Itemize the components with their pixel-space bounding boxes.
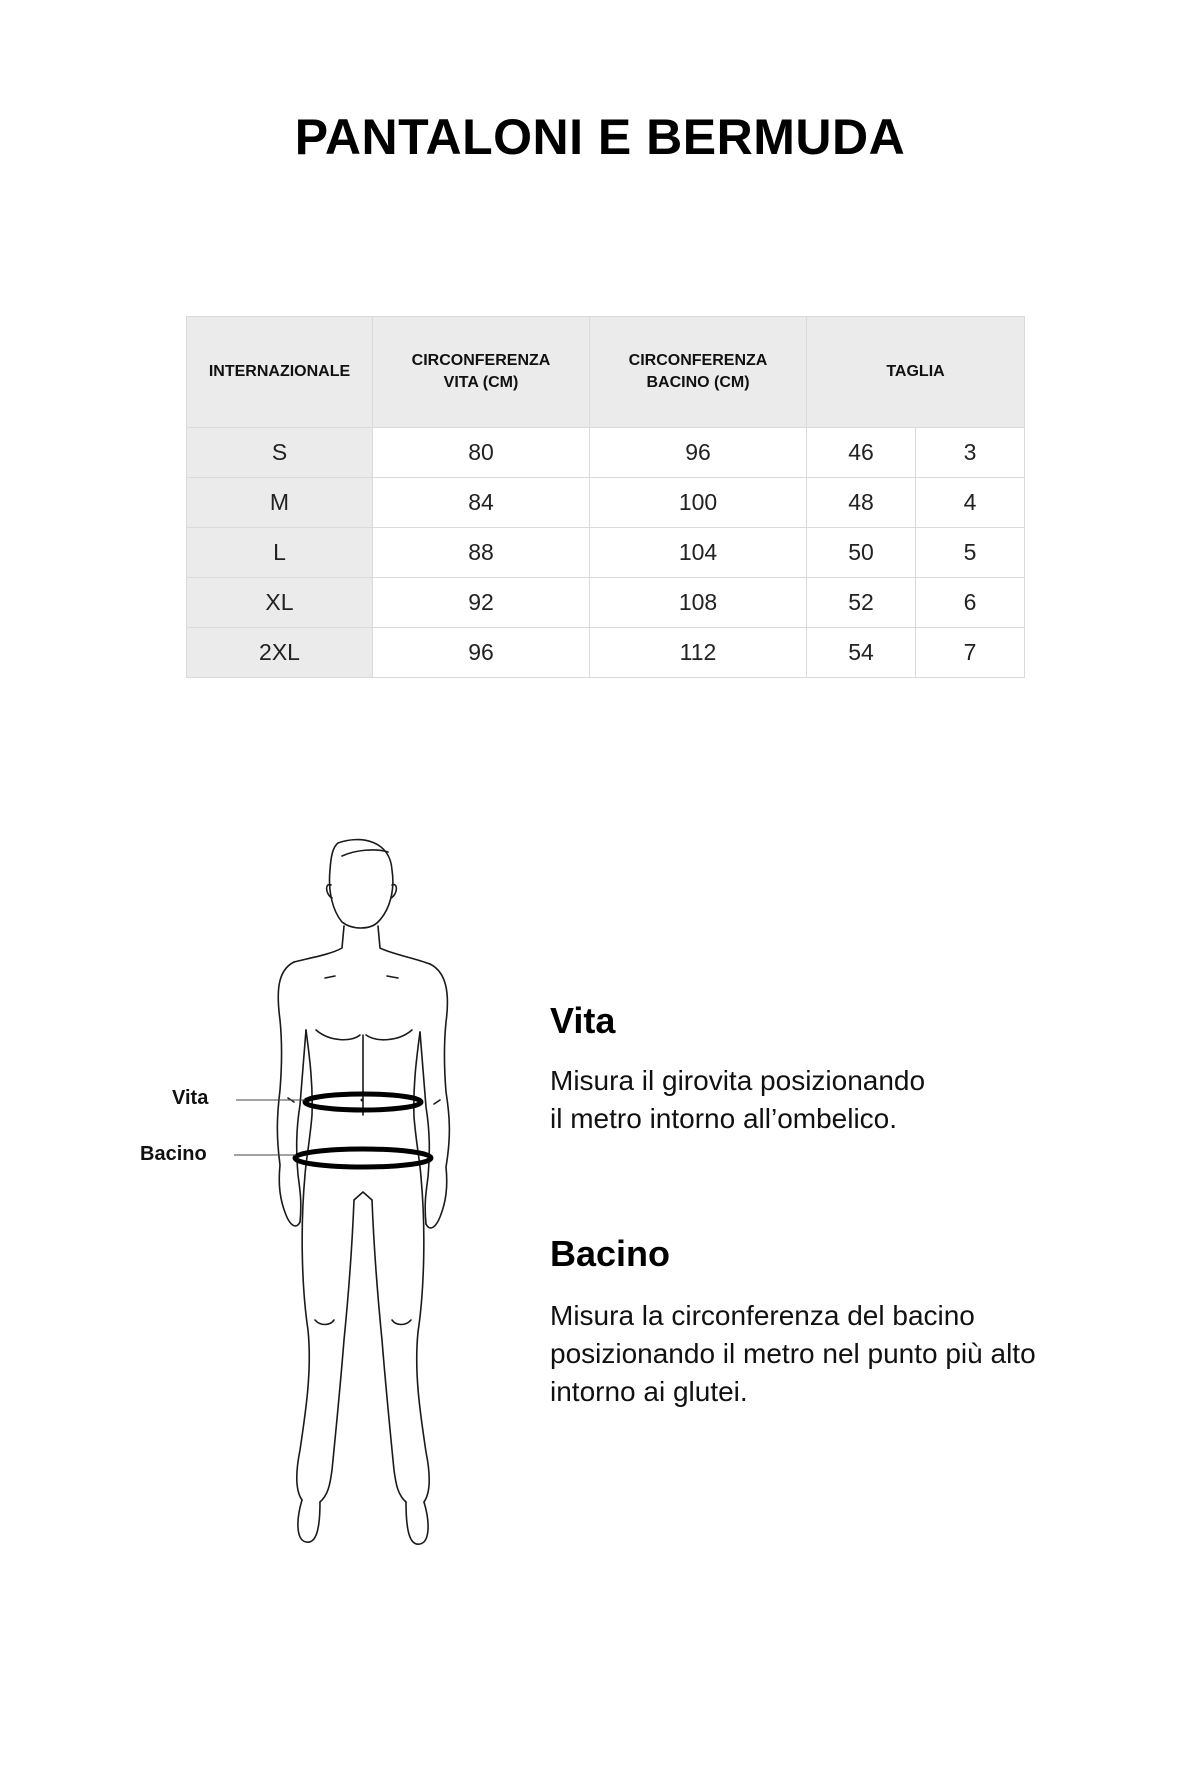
cell-size: L <box>187 528 373 578</box>
table-row <box>187 478 1025 528</box>
header-vita-line2: VITA (CM) <box>443 374 519 391</box>
table-header-row <box>187 317 1025 428</box>
table-row <box>187 528 1025 578</box>
section-desc-bacino-line1: Misura la circonferenza del bacino <box>550 1300 975 1331</box>
figure-label-bacino: Bacino <box>140 1143 207 1165</box>
cell-taglia-it: 54 <box>807 628 916 678</box>
cell-bacino: 108 <box>590 578 807 628</box>
cell-taglia-alt: 5 <box>916 528 1025 578</box>
header-internazionale-label: INTERNAZIONALE <box>208 363 351 380</box>
cell-vita: 96 <box>373 628 590 678</box>
cell-bacino: 96 <box>590 428 807 478</box>
section-title-vita: Vita <box>550 1000 616 1041</box>
cell-taglia-it: 52 <box>807 578 916 628</box>
page-title: PANTALONI E BERMUDA <box>294 109 906 165</box>
cell-size: M <box>187 478 373 528</box>
cell-taglia-alt: 6 <box>916 578 1025 628</box>
cell-vita: 80 <box>373 428 590 478</box>
cell-taglia-alt: 4 <box>916 478 1025 528</box>
body-measurement-figure <box>120 830 500 1590</box>
header-bacino-line2: BACINO (CM) <box>646 374 750 391</box>
cell-bacino: 100 <box>590 478 807 528</box>
header-vita-line1: CIRCONFERENZA <box>411 352 551 369</box>
section-desc-bacino-line3: intorno ai glutei. <box>550 1376 748 1407</box>
section-title-bacino: Bacino <box>550 1233 671 1274</box>
cell-vita: 84 <box>373 478 590 528</box>
cell-taglia-it: 48 <box>807 478 916 528</box>
header-taglia <box>807 317 1025 428</box>
cell-vita: 92 <box>373 578 590 628</box>
cell-size: XL <box>187 578 373 628</box>
section-desc-bacino <box>550 1297 1036 1411</box>
cell-size: S <box>187 428 373 478</box>
human-body-outline-icon <box>120 830 500 1590</box>
cell-bacino: 112 <box>590 628 807 678</box>
cell-bacino: 104 <box>590 528 807 578</box>
header-taglia-label: TAGLIA <box>886 363 945 380</box>
figure-label-vita: Vita <box>172 1087 209 1109</box>
cell-taglia-it: 46 <box>807 428 916 478</box>
header-internazionale <box>187 317 373 428</box>
cell-taglia-alt: 3 <box>916 428 1025 478</box>
section-desc-vita <box>550 1062 925 1138</box>
table-row <box>187 578 1025 628</box>
cell-taglia-alt: 7 <box>916 628 1025 678</box>
hip-band-marker <box>295 1149 431 1167</box>
cell-size: 2XL <box>187 628 373 678</box>
cell-vita: 88 <box>373 528 590 578</box>
header-bacino <box>590 317 807 428</box>
header-bacino-line1: CIRCONFERENZA <box>628 352 768 369</box>
table-row <box>187 428 1025 478</box>
size-table <box>186 316 1025 678</box>
section-desc-vita-line1: Misura il girovita posizionando <box>550 1065 926 1096</box>
section-desc-vita-line2: il metro intorno all’ombelico. <box>550 1103 898 1134</box>
header-vita <box>373 317 590 428</box>
section-desc-bacino-line2: posizionando il metro nel punto più alto <box>550 1338 1036 1369</box>
table-row <box>187 628 1025 678</box>
cell-taglia-it: 50 <box>807 528 916 578</box>
